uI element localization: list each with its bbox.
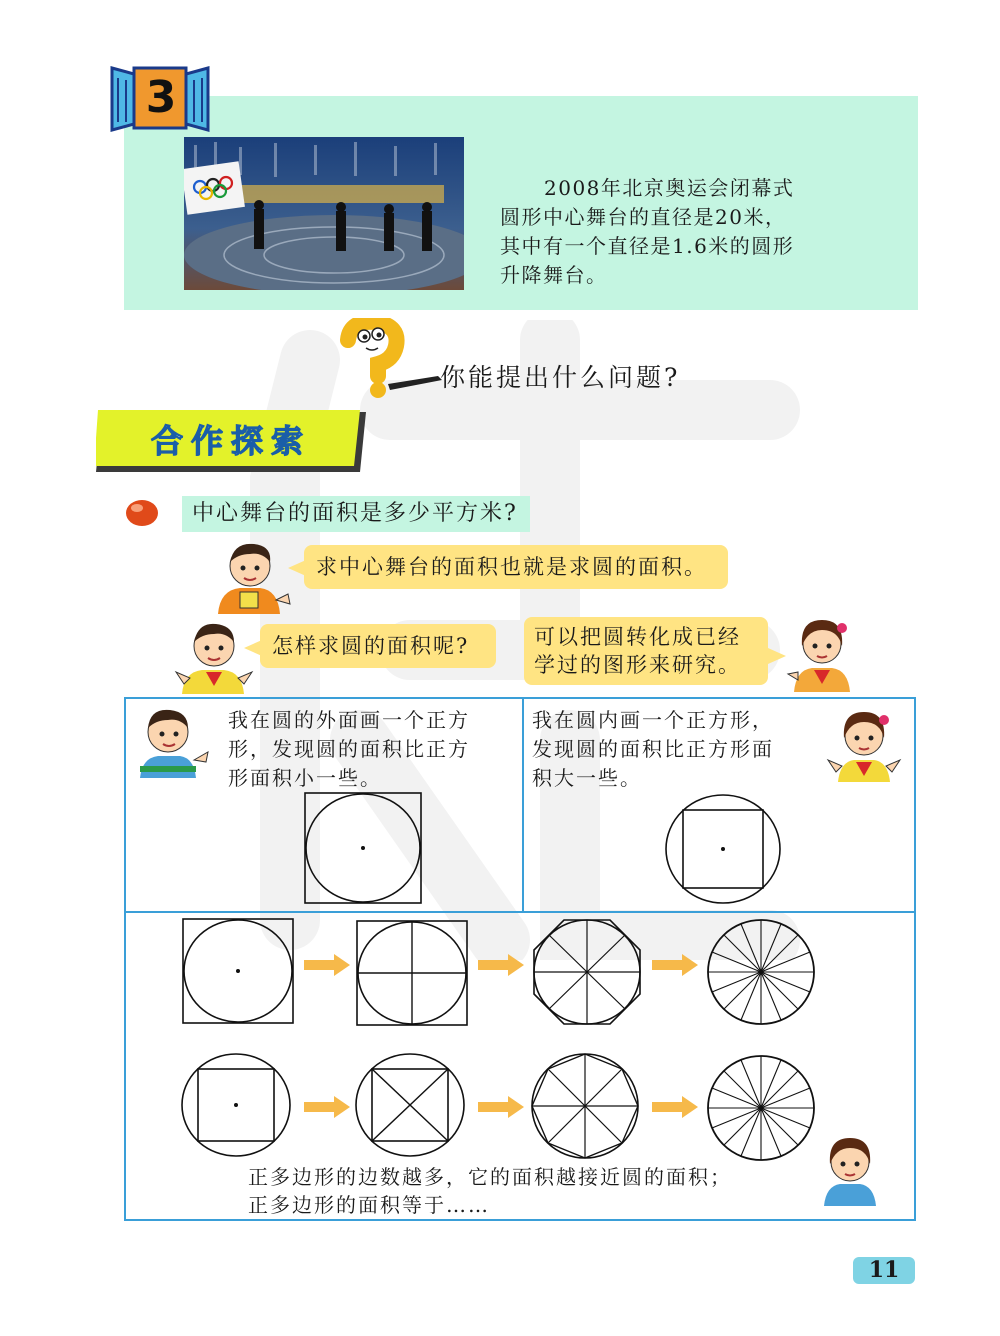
example-description bbox=[500, 174, 840, 290]
frame-divider bbox=[126, 911, 914, 913]
girl-pointing-icon bbox=[786, 612, 858, 692]
outer-octagon-step-3 bbox=[532, 918, 642, 1026]
bubble-line: 可以把圆转化成已经 bbox=[534, 625, 741, 649]
girl-thinking-icon bbox=[818, 1134, 882, 1206]
frame-divider bbox=[522, 699, 524, 912]
arrow-right-icon bbox=[478, 954, 524, 976]
cell-line: 我在圆的外面画一个正方 bbox=[228, 708, 470, 732]
example-line: 圆形中心舞台的直径是20米， bbox=[500, 205, 787, 229]
arrow-right-icon bbox=[304, 1096, 350, 1118]
outer-square-step-1 bbox=[182, 918, 294, 1024]
page-number: 11 bbox=[853, 1257, 915, 1284]
cell-line: 形面积小一些。 bbox=[228, 766, 382, 790]
outer-polygon-16-step-4 bbox=[706, 918, 816, 1026]
outer-square-step-2 bbox=[356, 920, 468, 1026]
bubble-tail bbox=[288, 560, 306, 576]
inner-square-step-1 bbox=[180, 1052, 292, 1158]
square-in-circle-figure bbox=[664, 793, 782, 905]
section-title: 合作探索 bbox=[150, 422, 311, 460]
cell-line: 积大一些。 bbox=[532, 766, 642, 790]
bubble-tail bbox=[244, 640, 262, 656]
example-number: 3 bbox=[145, 72, 177, 123]
speech-bubble-girl1 bbox=[524, 617, 768, 685]
summary-text bbox=[248, 1163, 808, 1219]
question-mark-mascot-icon bbox=[338, 318, 448, 400]
arrow-right-icon bbox=[478, 1096, 524, 1118]
cell-left-text bbox=[228, 706, 518, 793]
bubble-line: 学过的图形来研究。 bbox=[534, 653, 741, 677]
example-line: 其中有一个直径是1.6米的圆形 bbox=[500, 234, 795, 258]
bubble-tail bbox=[768, 648, 786, 664]
example-line: 2008年北京奥运会闭幕式 bbox=[544, 176, 795, 200]
arrow-right-icon bbox=[652, 1096, 698, 1118]
circle-in-square-figure bbox=[304, 792, 422, 904]
example-line: 升降舞台。 bbox=[500, 263, 608, 287]
red-bullet-icon bbox=[124, 498, 160, 528]
cell-line: 我在圆内画一个正方形， bbox=[532, 708, 774, 732]
arrow-right-icon bbox=[652, 954, 698, 976]
inner-square-step-2 bbox=[354, 1052, 466, 1158]
speech-bubble-boy2: 怎样求圆的面积呢? bbox=[260, 624, 496, 668]
olympic-ceremony-photo bbox=[184, 137, 464, 290]
boy-with-book-icon bbox=[210, 540, 294, 614]
speech-bubble-boy1: 求中心舞台的面积也就是求圆的面积。 bbox=[304, 545, 728, 589]
summary-line: 正多边形的面积等于…… bbox=[248, 1193, 490, 1217]
inner-octagon-step-3 bbox=[530, 1052, 640, 1160]
main-question: 中心舞台的面积是多少平方米? bbox=[182, 496, 530, 532]
cell-line: 发现圆的面积比正方形面 bbox=[532, 737, 774, 761]
cell-right-text bbox=[532, 706, 822, 793]
summary-line: 正多边形的边数越多，它的面积越接近圆的面积； bbox=[248, 1165, 732, 1189]
girl-waving-icon bbox=[826, 706, 902, 782]
boy-pointing-icon bbox=[136, 704, 212, 778]
question-prompt: 你能提出什么问题? bbox=[440, 363, 681, 392]
arrow-right-icon bbox=[304, 954, 350, 976]
cell-line: 形，发现圆的面积比正方 bbox=[228, 737, 470, 761]
inner-polygon-16-step-4 bbox=[706, 1054, 816, 1162]
